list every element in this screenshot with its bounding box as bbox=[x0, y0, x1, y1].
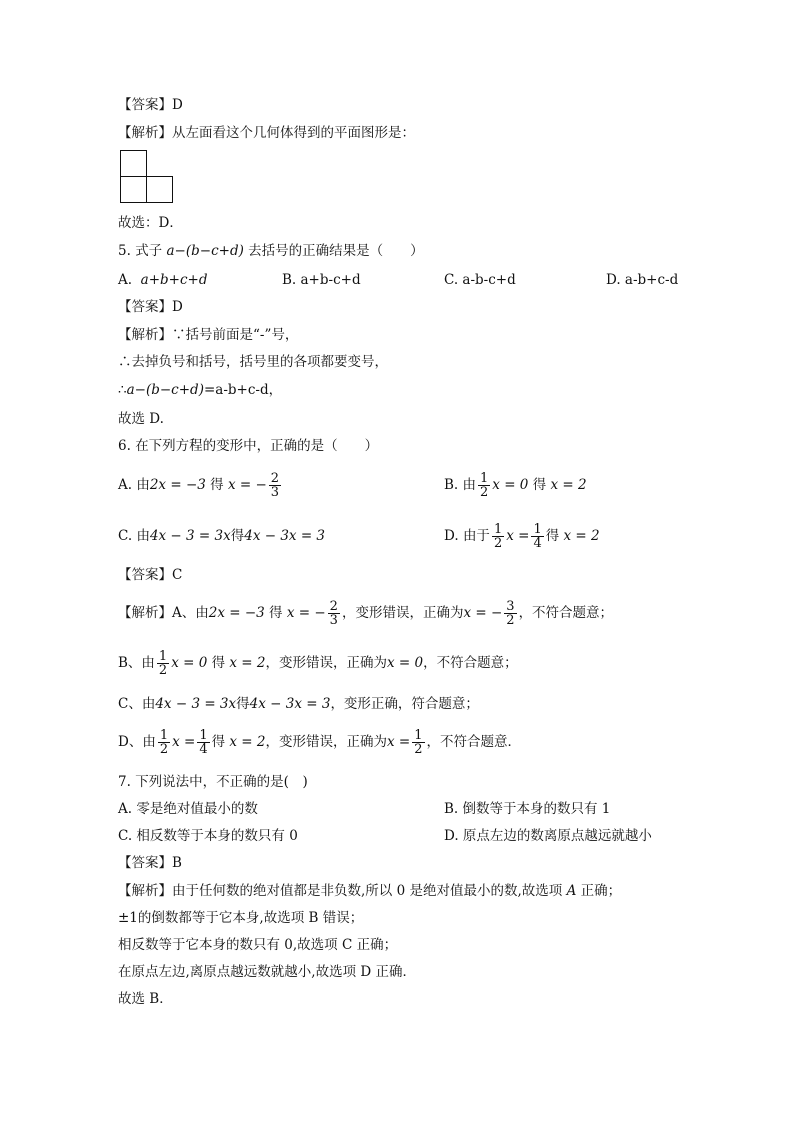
q6-analysis-a-eq1: 2x = −3 bbox=[208, 605, 265, 621]
analysis-label: 【解析】 bbox=[118, 883, 172, 899]
q5-stem-after: 去括号的正确结果是（ ） bbox=[248, 243, 424, 259]
q6-option-b-text2: 得 bbox=[532, 477, 547, 493]
q6-analysis-b-p1: B、由 bbox=[118, 655, 155, 671]
q6-option-a-text2: 得 bbox=[210, 477, 224, 493]
q7-number: 7. bbox=[118, 774, 131, 790]
fraction-numerator: 3 bbox=[506, 599, 515, 614]
q6-analysis-d-eq2: x = 2 bbox=[229, 734, 266, 750]
fraction-denominator: 3 bbox=[270, 485, 280, 500]
fraction-denominator: 3 bbox=[329, 613, 338, 628]
q7-analysis-line1-var: A bbox=[566, 883, 577, 899]
q7-answer: B bbox=[172, 855, 182, 871]
q6-option-b-text1: 由 bbox=[462, 477, 477, 493]
q5-conclusion: 故选 D. bbox=[118, 411, 164, 427]
q6-option-a bbox=[118, 466, 283, 504]
q4-answer: D bbox=[172, 97, 183, 113]
q5-number: 5. bbox=[118, 243, 131, 259]
q5-analysis-line3 bbox=[118, 381, 282, 399]
answer-label: 【答案】 bbox=[118, 855, 172, 871]
q6-analysis-c bbox=[118, 695, 479, 713]
answer-label: 【答案】 bbox=[118, 299, 172, 315]
q6-analysis-b-p2: 得 bbox=[211, 655, 226, 671]
q5-stem-before: 式子 bbox=[135, 243, 163, 259]
q6-option-d-text1: 由于 bbox=[462, 528, 490, 544]
q5-option-a bbox=[118, 271, 207, 289]
q6-option-d-mid: x = bbox=[506, 528, 530, 544]
q5-analysis-line1 bbox=[118, 326, 298, 344]
fraction-denominator: 2 bbox=[493, 536, 503, 551]
q6-analysis-d-p4: ，不符合题意． bbox=[426, 734, 522, 750]
q5-analysis-math: a−(b−c+d) bbox=[126, 382, 204, 398]
q6-option-a-eq1: 2x = −3 bbox=[149, 477, 206, 493]
q7-conclusion: 故选 B． bbox=[118, 991, 173, 1007]
q5-option-a-label: A. bbox=[118, 272, 133, 288]
q7-answer-line bbox=[118, 854, 182, 872]
fraction-denominator: 2 bbox=[506, 613, 515, 628]
q6-option-c-label: C. bbox=[118, 528, 133, 544]
fraction-denominator: 2 bbox=[480, 485, 489, 500]
fraction-numerator: 1 bbox=[480, 471, 489, 486]
q6-analysis-d-fraction3 bbox=[412, 729, 424, 756]
analysis-label: 【解析】 bbox=[118, 605, 172, 621]
q6-analysis-a-p2: 得 bbox=[269, 605, 283, 621]
figure-square-bottom-right bbox=[146, 176, 173, 203]
q6-analysis-a-eq3: x = − bbox=[463, 605, 503, 621]
q6-analysis-c-p1: C、由 bbox=[118, 696, 156, 712]
q7-option-d: D. 原点左边的数离原点越远就越小 bbox=[444, 828, 652, 844]
q5-answer: D bbox=[172, 299, 183, 315]
q6-stem-text: 在下列方程的变形中，正确的是（ ） bbox=[135, 438, 379, 454]
q6-analysis-d-p3: ，变形错误，正确为 bbox=[265, 734, 388, 750]
q6-analysis-c-p3: ，变形正确，符合题意； bbox=[330, 696, 479, 712]
q6-analysis-d-eq3: x = bbox=[387, 734, 411, 750]
q6-answer-line bbox=[118, 566, 182, 584]
q6-option-b bbox=[444, 466, 587, 504]
fraction-numerator: 1 bbox=[159, 728, 169, 743]
q4-analysis-line bbox=[118, 124, 415, 142]
q5-answer-line bbox=[118, 298, 183, 316]
q6-option-d-fraction1 bbox=[492, 523, 504, 550]
q5-analysis-result: =a-b+c-d， bbox=[203, 382, 283, 398]
q6-option-a-label: A. bbox=[118, 477, 133, 493]
q6-option-b-eq1: x = 0 bbox=[492, 477, 529, 493]
q6-analysis-d-fraction1 bbox=[158, 729, 170, 756]
q4-analysis-text: 从左面看这个几何体得到的平面图形是： bbox=[172, 125, 415, 141]
q6-analysis-d-fraction2 bbox=[197, 729, 209, 756]
q6-option-d-label: D. bbox=[444, 528, 459, 544]
q5-expr-a: a bbox=[166, 243, 175, 259]
q5-expr-rest: −(b−c+d) bbox=[174, 243, 244, 259]
q5-option-d: D. a-b+c-d bbox=[606, 272, 679, 288]
figure-square-top bbox=[120, 150, 147, 177]
q6-option-c bbox=[118, 517, 325, 555]
q6-analysis-c-p2: 得 bbox=[236, 696, 250, 712]
figure-square-bottom-left bbox=[120, 176, 147, 203]
q6-option-b-eq2: x = 2 bbox=[550, 477, 587, 493]
q6-analysis-a-eq2: x = − bbox=[286, 605, 326, 621]
q6-analysis-b-p4: ，不符合题意； bbox=[423, 655, 518, 671]
fraction-numerator: 1 bbox=[158, 649, 168, 664]
analysis-label: 【解析】 bbox=[118, 125, 172, 141]
q6-option-d-eq2: x = 2 bbox=[563, 528, 600, 544]
q6-option-b-fraction bbox=[478, 472, 490, 499]
q7-analysis-line1-b: 正确； bbox=[580, 883, 622, 899]
q6-analysis-d bbox=[118, 723, 521, 761]
fraction-numerator: 1 bbox=[533, 522, 542, 537]
fraction-numerator: 2 bbox=[329, 599, 338, 614]
fraction-denominator: 2 bbox=[414, 742, 423, 757]
q6-number: 6. bbox=[118, 438, 131, 454]
q6-analysis-a-p3: ，变形错误，正确为 bbox=[341, 605, 464, 621]
q6-analysis-a-p1: A、由 bbox=[172, 605, 209, 621]
q6-option-c-text1: 由 bbox=[136, 528, 150, 544]
q6-stem bbox=[118, 437, 378, 455]
q6-analysis-b-fraction bbox=[157, 650, 169, 677]
q6-analysis-b-eq3: x = 0 bbox=[387, 655, 424, 671]
q6-option-c-text2: 得 bbox=[230, 528, 245, 544]
answer-label: 【答案】 bbox=[118, 97, 172, 113]
q5-option-b: B. a+b-c+d bbox=[282, 272, 361, 288]
q4-conclusion: 故选：D． bbox=[118, 215, 183, 231]
q4-answer-line bbox=[118, 96, 183, 114]
q7-analysis-line1 bbox=[118, 882, 621, 900]
q7-stem-text: 下列说法中，不正确的是( ) bbox=[135, 774, 308, 790]
q6-option-d-text2: 得 bbox=[545, 528, 560, 544]
q5-therefore: ∴ bbox=[118, 382, 127, 398]
q6-analysis-a bbox=[118, 594, 613, 632]
q6-option-c-eq1: 4x − 3 = 3x bbox=[149, 528, 231, 544]
q6-option-b-label: B. bbox=[444, 477, 459, 493]
q6-analysis-b-eq2: x = 2 bbox=[229, 655, 266, 671]
fraction-numerator: 1 bbox=[199, 728, 208, 743]
q6-analysis-a-fraction2 bbox=[504, 600, 516, 627]
q6-option-a-text1: 由 bbox=[136, 477, 150, 493]
q6-analysis-d-p1: D、由 bbox=[118, 734, 156, 750]
q6-analysis-d-mid: x = bbox=[172, 734, 196, 750]
fraction-denominator: 2 bbox=[158, 663, 168, 678]
q6-option-d bbox=[444, 517, 600, 555]
q6-analysis-c-eq1: 4x − 3 = 3x bbox=[155, 696, 237, 712]
q6-option-c-eq2: 4x − 3x = 3 bbox=[244, 528, 326, 544]
q6-option-a-eq2: x = − bbox=[227, 477, 267, 493]
fraction-denominator: 2 bbox=[159, 742, 169, 757]
q7-analysis-line3: 相反数等于它本身的数只有 0,故选项 C 正确； bbox=[118, 937, 398, 953]
q7-analysis-line2: ±1的倒数都等于它本身,故选项 B 错误； bbox=[118, 910, 364, 926]
q5-analysis-line1-text: ∵括号前面是“-”号， bbox=[172, 327, 299, 343]
q5-stem bbox=[118, 242, 424, 260]
q7-stem bbox=[118, 773, 308, 791]
q6-analysis-b-p3: ，变形错误，正确为 bbox=[265, 655, 388, 671]
q5-option-a-math: a+b+c+d bbox=[140, 272, 208, 288]
q7-option-b: B. 倒数等于本身的数只有 1 bbox=[444, 801, 611, 817]
q7-option-c: C. 相反数等于本身的数只有 0 bbox=[118, 828, 298, 844]
fraction-denominator: 4 bbox=[199, 742, 208, 757]
q7-analysis-line4: 在原点左边,离原点越远数就越小,故选项 D 正确． bbox=[118, 964, 416, 980]
q5-analysis-line2: ∴去掉负号和括号，括号里的各项都要变号， bbox=[118, 354, 388, 370]
answer-label: 【答案】 bbox=[118, 567, 172, 583]
q6-analysis-b-eq1: x = 0 bbox=[171, 655, 208, 671]
q6-analysis-a-p4: ，不符合题意； bbox=[518, 605, 614, 621]
q6-option-a-fraction bbox=[269, 472, 281, 499]
fraction-numerator: 1 bbox=[414, 728, 423, 743]
q7-analysis-line1-a: 由于任何数的绝对值都是非负数,所以 0 是绝对值最小的数,故选项 bbox=[172, 883, 563, 899]
q6-option-d-fraction2 bbox=[531, 523, 543, 550]
q7-option-a: A. 零是绝对值最小的数 bbox=[118, 801, 258, 817]
q6-answer: C bbox=[172, 567, 183, 583]
analysis-label: 【解析】 bbox=[118, 327, 172, 343]
q6-analysis-a-fraction1 bbox=[328, 600, 340, 627]
fraction-denominator: 4 bbox=[533, 536, 542, 551]
fraction-numerator: 2 bbox=[270, 471, 280, 486]
q5-option-c: C. a-b-c+d bbox=[444, 272, 516, 288]
q6-analysis-b bbox=[118, 644, 518, 682]
q6-analysis-d-p2: 得 bbox=[211, 734, 226, 750]
q6-analysis-c-eq2: 4x − 3x = 3 bbox=[249, 696, 331, 712]
fraction-numerator: 1 bbox=[493, 522, 503, 537]
